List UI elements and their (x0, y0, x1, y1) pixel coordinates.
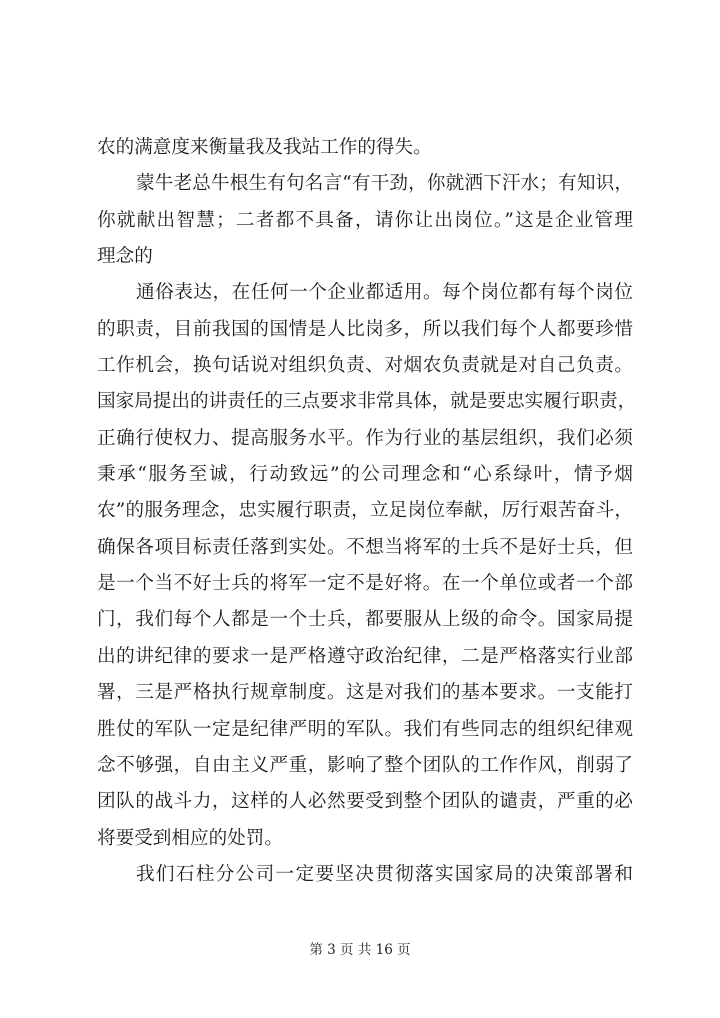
text-line: 正确行使权力、提高服务水平。作为行业的基层组织，我们必须 (97, 427, 633, 449)
text-line: 署，三是严格执行规章制度。这是对我们的基本要求。一支能打 (97, 682, 633, 704)
text-line: 农的满意度来衡量我及我站工作的得失。 (97, 137, 432, 158)
text-line: 工作机会，换句话说对组织负责、对烟农负责就是对自己负责。 (97, 355, 633, 377)
text-line: 通俗表达，在任何一个企业都适用。每个岗位都有每个岗位 (136, 282, 633, 304)
document-body (97, 130, 637, 893)
text-line: 是一个当不好士兵的将军一定不是好将。在一个单位或者一个部 (97, 573, 633, 595)
text-line: 出的讲纪律的要求一是严格遵守政治纪律，二是严格落实行业部 (97, 645, 633, 667)
text-line: 农”的服务理念，忠实履行职责，立足岗位奉献，厉行艰苦奋斗， (97, 500, 633, 522)
text-line: 秉承“服务至诚，行动致远”的公司理念和“心系绿叶，情予烟 (97, 464, 633, 486)
text-line: 胜仗的军队一定是纪律严明的军队。我们有些同志的组织纪律观 (97, 718, 633, 740)
page-number: 第 3 页 共 16 页 (309, 942, 411, 958)
text-line: 蒙牛老总牛根生有句名言“有干劲，你就洒下汗水；有知识， (136, 173, 633, 195)
text-line: 我们石柱分公司一定要坚决贯彻落实国家局的决策部署和 (136, 863, 633, 885)
text-line: 念不够强，自由主义严重，影响了整个团队的工作作风，削弱了 (97, 754, 633, 776)
text-line: 确保各项目标责任落到实处。不想当将军的士兵不是好士兵，但 (97, 536, 633, 558)
text-line: 将要受到相应的处罚。 (97, 827, 283, 849)
text-line: 国家局提出的讲责任的三点要求非常具体，就是要忠实履行职责， (97, 391, 637, 413)
text-line: 你就献出智慧；二者都不具备，请你让出岗位。”这是企业管理 (97, 209, 633, 231)
text-line: 的职责，目前我国的国情是人比岗多，所以我们每个人都要珍惜 (97, 318, 633, 340)
text-line: 团队的战斗力，这样的人必然要受到整个团队的谴责，严重的必 (97, 791, 633, 813)
text-line: 理念的 (97, 246, 153, 268)
text-line: 门，我们每个人都是一个士兵，都要服从上级的命令。国家局提 (97, 609, 633, 631)
